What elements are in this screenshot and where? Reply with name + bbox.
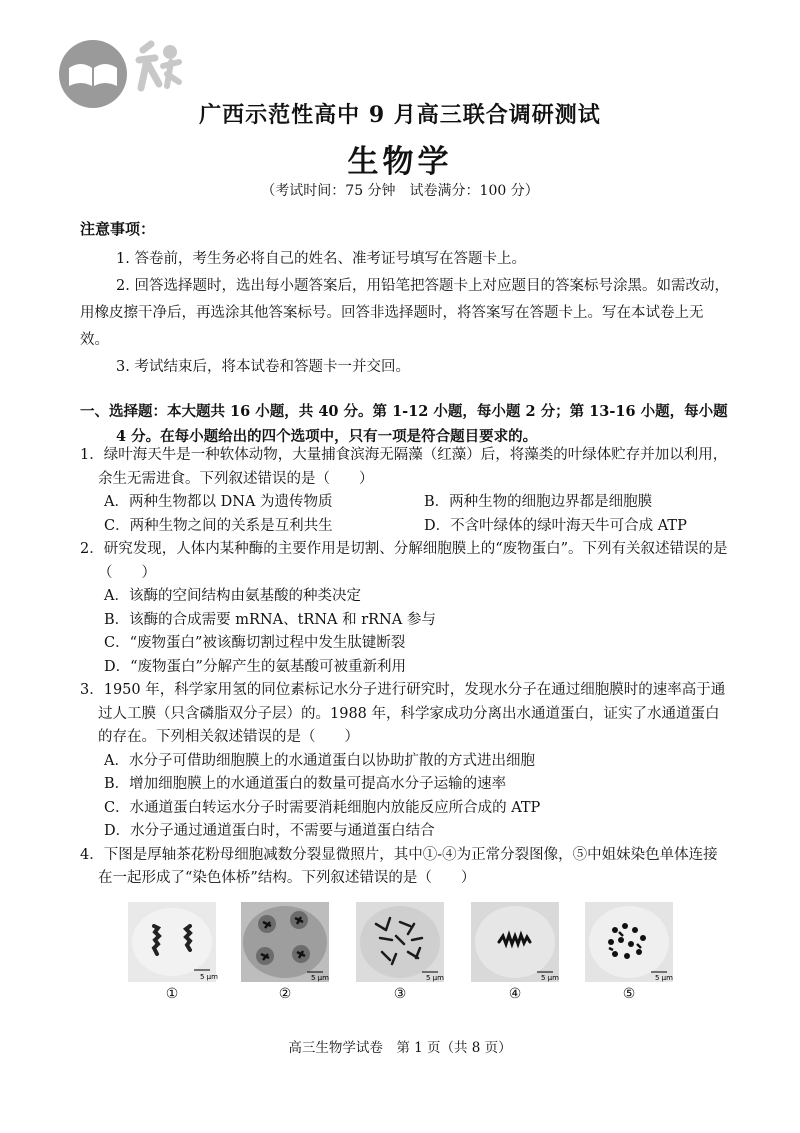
option-list	[80, 491, 730, 538]
option-d: D．不含叶绿体的绿叶海天牛可合成 ATP	[424, 517, 687, 534]
notice-item: 1. 答卷前，考生务必将自己的姓名、准考证号填写在答题卡上。	[116, 251, 526, 267]
scale-label: 5 μm	[426, 974, 444, 982]
option-a: A．两种生物都以 DNA 为遗传物质	[104, 494, 333, 510]
question-stem: 1．绿叶海天牛是一种软体动物，大量捕食滨海无隔藻（红藻）后，将藻类的叶绿体贮存并加以利用，余生无需进食。下列叙述错误的是（ ）	[80, 447, 728, 487]
subject-title: 生物学	[347, 144, 453, 180]
micrograph-1	[128, 902, 216, 982]
figure-label: ③	[393, 986, 407, 1002]
page-footer: 高三生物学试卷 第 1 页（共 8 页）	[288, 1040, 512, 1056]
scale-label: 5 μm	[655, 974, 673, 982]
notice-item: 2. 回答选择题时，选出每小题答案后，用铅笔把答题卡上对应题目的答案标号涂黑。如需改动，用橡皮擦干净后，再选涂其他答案标号。回答非选择题时，将答案写在答题卡上。写在本试卷上无效。	[80, 278, 729, 348]
notice-title: 注意事项：	[80, 220, 156, 238]
option-d: D．水分子通过通道蛋白时，不需要与通道蛋白结合	[104, 823, 435, 839]
micrograph-4	[471, 902, 559, 982]
question-stem: 4．下图是厚轴茶花粉母细胞减数分裂显微照片，其中①-④为正常分裂图像，⑤中姐妹染色单体连接在一起形成了“染色体桥”结构。下列叙述错误的是（ ）	[80, 846, 718, 886]
option-b: B．两种生物的细胞边界都是细胞膜	[424, 494, 653, 510]
section-line: 4 分。在每小题给出的四个选项中，只有一项是符合题目要求的。	[116, 428, 538, 445]
figure-label: ②	[278, 986, 292, 1002]
option-b: B．增加细胞膜上的水通道蛋白的数量可提高水分子运输的速率	[104, 776, 507, 792]
scale-label: 5 μm	[541, 974, 559, 982]
question-3	[80, 679, 730, 844]
figure-label: ④	[508, 986, 522, 1002]
option-a: A．水分子可借助细胞膜上的水通道蛋白以协助扩散的方式进出细胞	[104, 752, 535, 769]
exam-info: （考试时间：75 分钟 试卷满分：100 分）	[261, 183, 539, 199]
question-2	[80, 538, 730, 679]
question-stem: 2．研究发现，人体内某种酶的主要作用是切割、分解细胞膜上的“废物蛋白”。下列有关叙述错误的是（ ）	[80, 541, 728, 581]
option-a: A．该酶的空间结构由氨基酸的种类决定	[104, 588, 361, 604]
option-c: C．两种生物之间的关系是互利共生	[104, 517, 333, 534]
option-b: B．该酶的合成需要 mRNA、tRNA 和 rRNA 参与	[104, 611, 436, 628]
option-list	[80, 750, 730, 844]
notice-list	[80, 246, 730, 381]
micrograph-2	[241, 902, 329, 982]
figure-label: ①	[165, 986, 179, 1002]
option-d: D．“废物蛋白”分解产生的氨基酸可被重新利用	[104, 658, 406, 675]
figure-label: ⑤	[622, 986, 636, 1002]
question-list	[80, 444, 730, 891]
question-stem: 3．1950 年，科学家用氢的同位素标记水分子进行研究时，发现水分子在通过细胞膜时的速率高于通过人工膜（只含磷脂双分子层）的。1988 年，科学家成功分离出水通道蛋白，证实了水通道蛋白的存在。下列相关叙述错误的是（ ）	[80, 682, 726, 745]
option-list	[80, 585, 730, 679]
scale-label: 5 μm	[311, 974, 329, 982]
micrograph-5	[585, 902, 673, 982]
option-c: C．“废物蛋白”被该酶切割过程中发生肽键断裂	[104, 635, 406, 651]
exam-title: 广西示范性高中 9 月高三联合调研测试	[199, 102, 601, 128]
section-line: 一、选择题：本大题共 16 小题，共 40 分。第 1-12 小题，每小题 2 分；第 13-16 小题，每小题	[80, 403, 728, 420]
question-1	[80, 444, 730, 538]
question-4	[80, 844, 730, 891]
micrograph-row	[128, 902, 673, 1012]
scale-label: 5 μm	[200, 973, 218, 981]
section-heading	[80, 399, 730, 449]
option-c: C．水通道蛋白转运水分子时需要消耗细胞内放能反应所合成的 ATP	[104, 799, 541, 816]
notice-item: 3. 考试结束后，将本试卷和答题卡一并交回。	[116, 359, 410, 375]
micrograph-3	[356, 902, 444, 982]
